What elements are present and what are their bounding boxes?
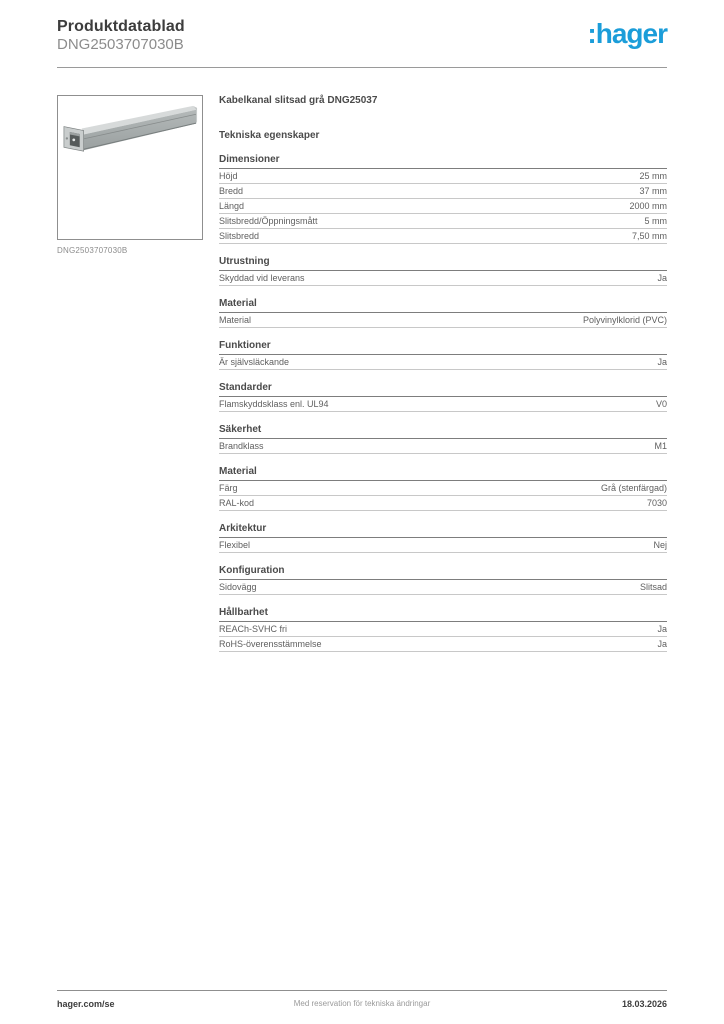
footer-disclaimer: Med reservation för tekniska ändringar xyxy=(293,999,431,1008)
spec-row-value: Grå (stenfärgad) xyxy=(600,483,667,493)
spec-row xyxy=(219,637,667,652)
spec-section xyxy=(219,340,667,370)
product-image xyxy=(57,95,203,240)
spec-row xyxy=(219,184,667,199)
spec-row-label: Bredd xyxy=(219,186,244,196)
spec-row-label: Sidovägg xyxy=(219,582,257,592)
spec-section xyxy=(219,256,667,286)
spec-row-value: 7,50 mm xyxy=(631,231,667,241)
spec-row-value: Nej xyxy=(653,540,667,550)
spec-row-value: Ja xyxy=(657,639,667,649)
spec-row xyxy=(219,580,667,595)
spec-section-title: Standarder xyxy=(219,382,667,397)
spec-section xyxy=(219,382,667,412)
footer-website-link[interactable]: hager.com/se xyxy=(57,999,115,1009)
spec-section-title: Arkitektur xyxy=(219,523,667,538)
technical-properties-title: Tekniska egenskaper xyxy=(219,130,320,141)
spec-section-title: Material xyxy=(219,466,667,481)
spec-row xyxy=(219,439,667,454)
spec-sections xyxy=(219,154,667,652)
spec-row xyxy=(219,622,667,637)
spec-row-label: Färg xyxy=(219,483,238,493)
spec-section xyxy=(219,523,667,553)
spec-row xyxy=(219,169,667,184)
spec-section-title: Säkerhet xyxy=(219,424,667,439)
spec-row-label: Är självsläckande xyxy=(219,357,290,367)
spec-row-label: RAL-kod xyxy=(219,498,255,508)
page-header xyxy=(57,17,667,54)
spec-row-label: Längd xyxy=(219,201,245,211)
page-footer xyxy=(57,990,667,1009)
spec-row-label: REACh-SVHC fri xyxy=(219,624,288,634)
spec-row xyxy=(219,199,667,214)
spec-row-value: V0 xyxy=(655,399,667,409)
spec-section xyxy=(219,424,667,454)
spec-row xyxy=(219,397,667,412)
product-name: Kabelkanal slitsad grå DNG25037 xyxy=(219,95,378,106)
spec-row-value: Slitsad xyxy=(639,582,667,592)
spec-row-value: Ja xyxy=(657,357,667,367)
spec-row-value: 2000 mm xyxy=(629,201,667,211)
spec-row-label: Material xyxy=(219,315,252,325)
spec-row-value: 37 mm xyxy=(639,186,667,196)
header-divider xyxy=(57,67,667,68)
spec-section-title: Material xyxy=(219,298,667,313)
spec-row-value: Polyvinylklorid (PVC) xyxy=(582,315,667,325)
spec-section xyxy=(219,565,667,595)
spec-row-label: Flamskyddsklass enl. UL94 xyxy=(219,399,329,409)
spec-column xyxy=(219,95,667,652)
spec-row-label: Flexibel xyxy=(219,540,251,550)
product-image-column xyxy=(57,95,203,255)
spec-row-value: M1 xyxy=(654,441,667,451)
spec-row xyxy=(219,271,667,286)
document-title: Produktdatablad xyxy=(57,18,185,35)
spec-row xyxy=(219,538,667,553)
spec-row-label: Höjd xyxy=(219,171,238,181)
spec-row xyxy=(219,355,667,370)
spec-row-label: Slitsbredd xyxy=(219,231,260,241)
hager-logo: :hager xyxy=(587,18,667,49)
spec-section xyxy=(219,607,667,652)
spec-section xyxy=(219,466,667,511)
spec-row xyxy=(219,496,667,511)
spec-section-title: Konfiguration xyxy=(219,565,667,580)
spec-row-value: Ja xyxy=(657,273,667,283)
spec-section-title: Utrustning xyxy=(219,256,667,271)
spec-section xyxy=(219,298,667,328)
spec-row-value: 5 mm xyxy=(644,216,667,226)
spec-row xyxy=(219,481,667,496)
spec-section-title: Hållbarhet xyxy=(219,607,667,622)
spec-row xyxy=(219,214,667,229)
spec-section-title: Funktioner xyxy=(219,340,667,355)
spec-row-label: RoHS-överensstämmelse xyxy=(219,639,322,649)
spec-section xyxy=(219,154,667,244)
cable-trunking-image xyxy=(58,96,202,239)
footer-date: 18.03.2026 xyxy=(621,999,667,1009)
product-image-caption: DNG2503707030B xyxy=(57,246,128,255)
spec-section-title: Dimensioner xyxy=(219,154,667,169)
spec-row xyxy=(219,229,667,244)
spec-row-label: Skyddad vid leverans xyxy=(219,273,305,283)
spec-row-label: Slitsbredd/Öppningsmått xyxy=(219,216,318,226)
spec-row-label: Brandklass xyxy=(219,441,264,451)
spec-row-value: 7030 xyxy=(646,498,667,508)
spec-row-value: Ja xyxy=(657,624,667,634)
product-reference: DNG2503707030B xyxy=(57,36,184,53)
spec-row-value: 25 mm xyxy=(639,171,667,181)
spec-row xyxy=(219,313,667,328)
